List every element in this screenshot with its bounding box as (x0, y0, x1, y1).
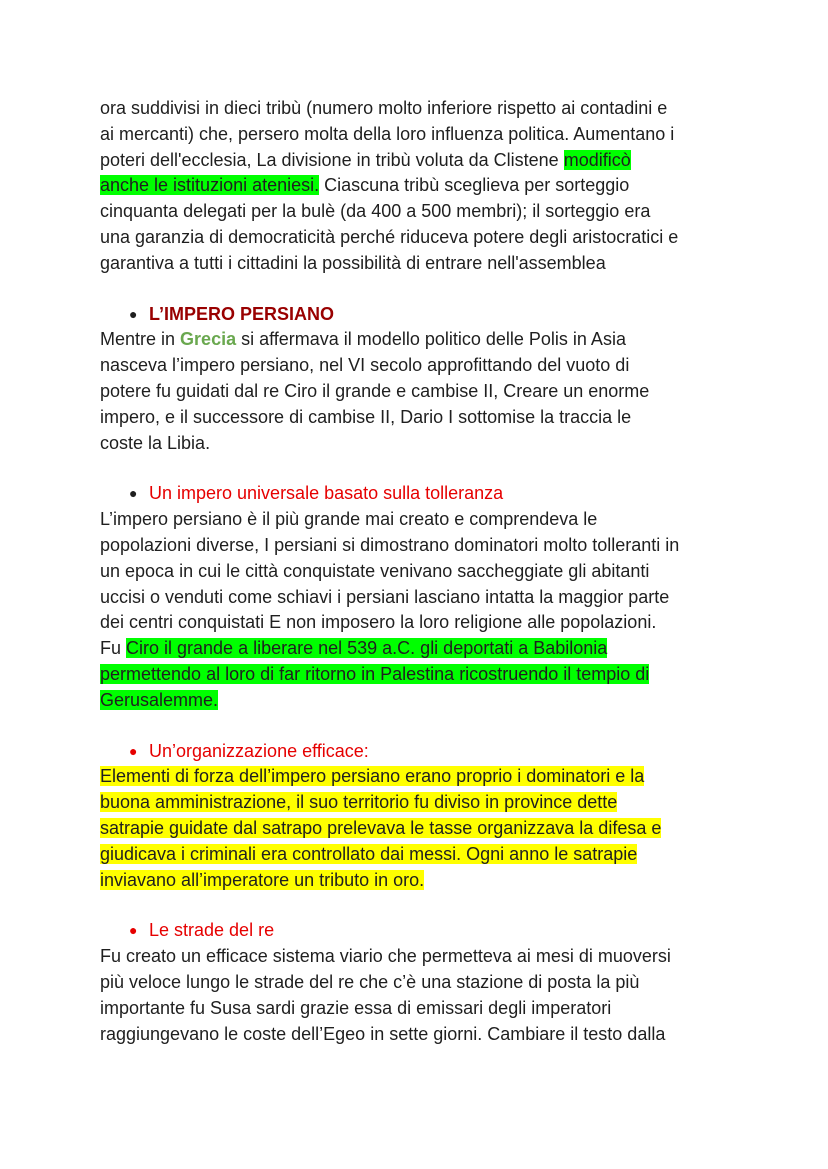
text-line (100, 173, 740, 199)
text-line: L’impero persiano è il più grande mai creato e comprendeva le (100, 509, 598, 530)
section-organizzazione (100, 739, 740, 894)
highlighted-text: Elementi di forza dell’impero persiano erano proprio i dominatori e la (100, 766, 645, 787)
section-tolleranza (100, 481, 740, 713)
bullet-icon: ● (129, 305, 138, 322)
text-line: popolazioni diverse, I persiani si dimostrano dominatori molto tolleranti in (100, 534, 680, 555)
text-line (100, 636, 740, 662)
spacer (100, 714, 740, 739)
paragraph-clistene (100, 96, 740, 277)
highlighted-text: anche le istituzioni ateniesi. (100, 175, 320, 196)
section-impero-persiano (100, 302, 740, 457)
text-line (100, 662, 740, 688)
heading-text: Le strade del re (149, 920, 275, 941)
text-line (100, 868, 740, 894)
greece-word: Grecia (180, 329, 237, 350)
text-line: più veloce lungo le strade del re che c’è una stazione di posta la più (100, 971, 640, 992)
text-line: una garanzia di democraticità perché riduceva potere degli aristocratici e (100, 226, 679, 247)
text-line: importante fu Susa sardi grazie essa di emissari degli imperatori (100, 997, 612, 1018)
highlighted-text: satrapie guidate dal satrapo prelevava le tasse organizzava la difesa e (100, 817, 662, 838)
highlighted-text: Ciro il grande a liberare nel 539 a.C. gli deportati a Babilonia (126, 638, 608, 659)
section-strade-del-re (100, 918, 740, 1047)
text-run: Ciascuna tribù sceglieva per sorteggio (319, 175, 630, 196)
text-run: si affermava il modello politico delle Polis in Asia (236, 329, 626, 350)
text-line: un epoca in cui le città conquistate venivano saccheggiate gli abitanti (100, 560, 650, 581)
text-line: ora suddivisi in dieci tribù (numero molto inferiore rispetto ai contadini e (100, 98, 668, 118)
text-line: potere fu guidati dal re Ciro il grande e cambise II, Creare un enorme (100, 380, 650, 401)
text-line: impero, e il successore di cambise II, Dario I sottomise la traccia le (100, 406, 632, 427)
bullet-icon: ● (129, 742, 138, 759)
text-line (100, 790, 740, 816)
text-line (100, 688, 740, 714)
text-line (100, 764, 740, 790)
text-line: cinquanta delegati per la bulè (da 400 a 500 membri); il sorteggio era (100, 201, 651, 222)
text-line (100, 148, 740, 174)
text-line: dei centri conquistati E non imposero la loro religione alle popolazioni. (100, 612, 657, 633)
text-line: Fu creato un efficace sistema viario che permetteva ai mesi di muoversi (100, 946, 671, 967)
text-line: coste la Libia. (100, 432, 211, 453)
text-line: raggiungevano le coste dell’Egeo in sette giorni. Cambiare il testo dalla (100, 1023, 666, 1044)
highlighted-text: buona amministrazione, il suo territorio fu diviso in province dette (100, 792, 618, 813)
text-run: poteri dell'ecclesia, La divisione in tribù voluta da Clistene (100, 149, 564, 170)
spacer (100, 456, 740, 481)
heading-text: Un impero universale basato sulla tolleranza (149, 483, 504, 504)
text-line: nasceva l’impero persiano, nel VI secolo approfittando del vuoto di (100, 355, 630, 376)
bullet-icon: ● (129, 485, 138, 502)
heading-text: L’IMPERO PERSIANO (149, 303, 335, 324)
text-run: Mentre in (100, 329, 181, 350)
document-page (100, 96, 740, 1047)
text-line (100, 842, 740, 868)
highlighted-text: inviavano all’imperatore un tributo in oro. (100, 869, 425, 890)
heading-text: Un’organizzazione efficace: (149, 740, 369, 761)
bullet-icon: ● (129, 922, 138, 939)
highlighted-text: giudicava i criminali era controllato dai messi. Ogni anno le satrapie (100, 843, 638, 864)
section-heading (100, 918, 740, 944)
text-run: Fu (100, 638, 127, 659)
highlighted-text: modificò (563, 149, 631, 170)
text-line: garantiva a tutti i cittadini la possibilità di entrare nell'assemblea (100, 252, 606, 273)
text-line (100, 816, 740, 842)
text-line (100, 327, 740, 353)
spacer (100, 893, 740, 918)
spacer (100, 277, 740, 302)
section-heading (100, 481, 740, 507)
section-heading (100, 302, 740, 328)
section-heading (100, 739, 740, 765)
highlighted-text: Gerusalemme. (100, 689, 219, 710)
text-line: uccisi o venduti come schiavi i persiani lasciano intatta la maggior parte (100, 586, 670, 607)
highlighted-text: permettendo al loro di far ritorno in Palestina ricostruendo il tempio di (100, 663, 650, 684)
text-line: ai mercanti) che, persero molta della loro influenza politica. Aumentano i (100, 123, 675, 144)
